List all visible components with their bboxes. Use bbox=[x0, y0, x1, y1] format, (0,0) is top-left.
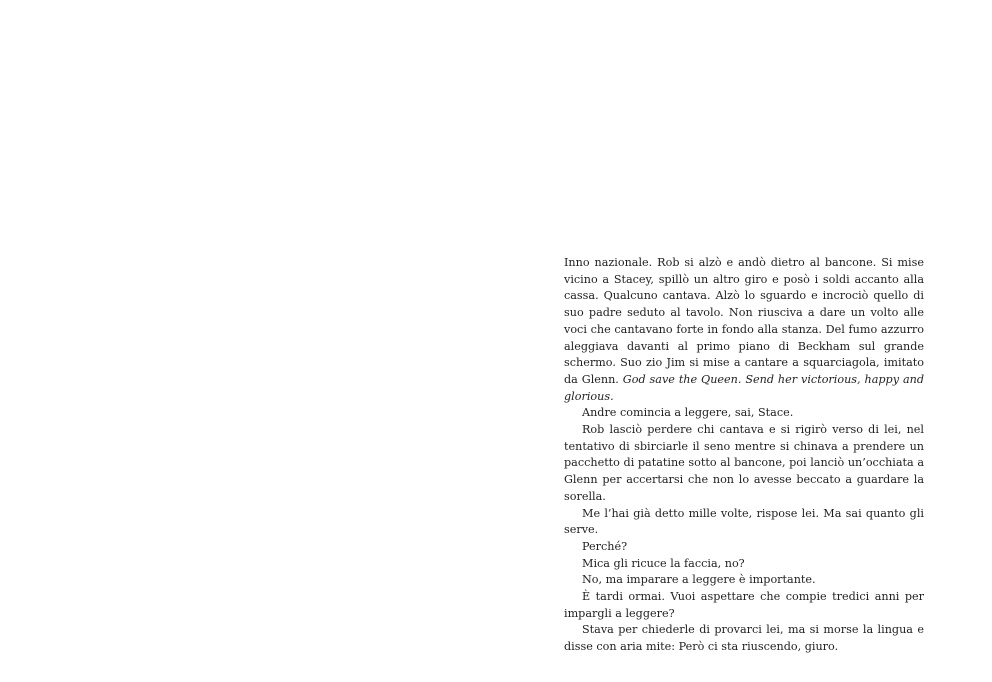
text-run: Stava per chiederle di provarci lei, ma si morse la lingua e disse con aria mite: Però ci sta riuscendo, giuro. bbox=[564, 623, 924, 654]
text-run: Me l’hai già detto mille volte, rispose lei. Ma sai quanto gli serve. bbox=[564, 506, 924, 537]
paragraph bbox=[564, 622, 924, 655]
paragraph bbox=[564, 255, 924, 405]
body-text bbox=[564, 255, 924, 656]
paragraph bbox=[564, 539, 924, 556]
paragraph bbox=[564, 556, 924, 573]
text-run: Inno nazionale. Rob si alzò e andò dietro al bancone. Si mise vicino a Stacey, spillò un altro giro e posò i soldi accanto alla cassa. Qualcuno cantava. Alzò lo sguardo e incrociò quello di suo padre seduto al tavolo. Non riusciva a dare un volto alle voci che cantavano forte in fondo alla stanza. Del fumo azzurro aleggiava davanti al primo piano di Beckham sul grande schermo. Suo zio Jim si mise a cantare a squarciagola, imitato da Glenn. bbox=[564, 256, 924, 386]
text-run: Perché? bbox=[582, 539, 628, 553]
italic-text: God save the Queen. Send her victorious, happy and glorious. bbox=[564, 372, 924, 403]
text-run: Mica gli ricuce la faccia, no? bbox=[582, 556, 745, 570]
paragraph bbox=[564, 506, 924, 539]
text-run: È tardi ormai. Vuoi aspettare che compie tredici anni per impargli a leggere? bbox=[564, 590, 924, 620]
paragraph bbox=[564, 405, 924, 422]
paragraph bbox=[564, 589, 924, 622]
text-run: No, ma imparare a leggere è importante. bbox=[582, 573, 816, 587]
right-page bbox=[496, 0, 992, 682]
text-run: Andre comincia a leggere, sai, Stace. bbox=[582, 406, 794, 420]
paragraph bbox=[564, 422, 924, 506]
paragraph bbox=[564, 572, 924, 589]
text-run: Rob lasciò perdere chi cantava e si rigirò verso di lei, nel tentativo di sbirciarle il seno mentre si chinava a prendere un pacchetto di patatine sotto al bancone, poi lanciò un’occhiata a Glenn per accertarsi che non lo avesse beccato a guardare la sorella. bbox=[564, 423, 924, 503]
